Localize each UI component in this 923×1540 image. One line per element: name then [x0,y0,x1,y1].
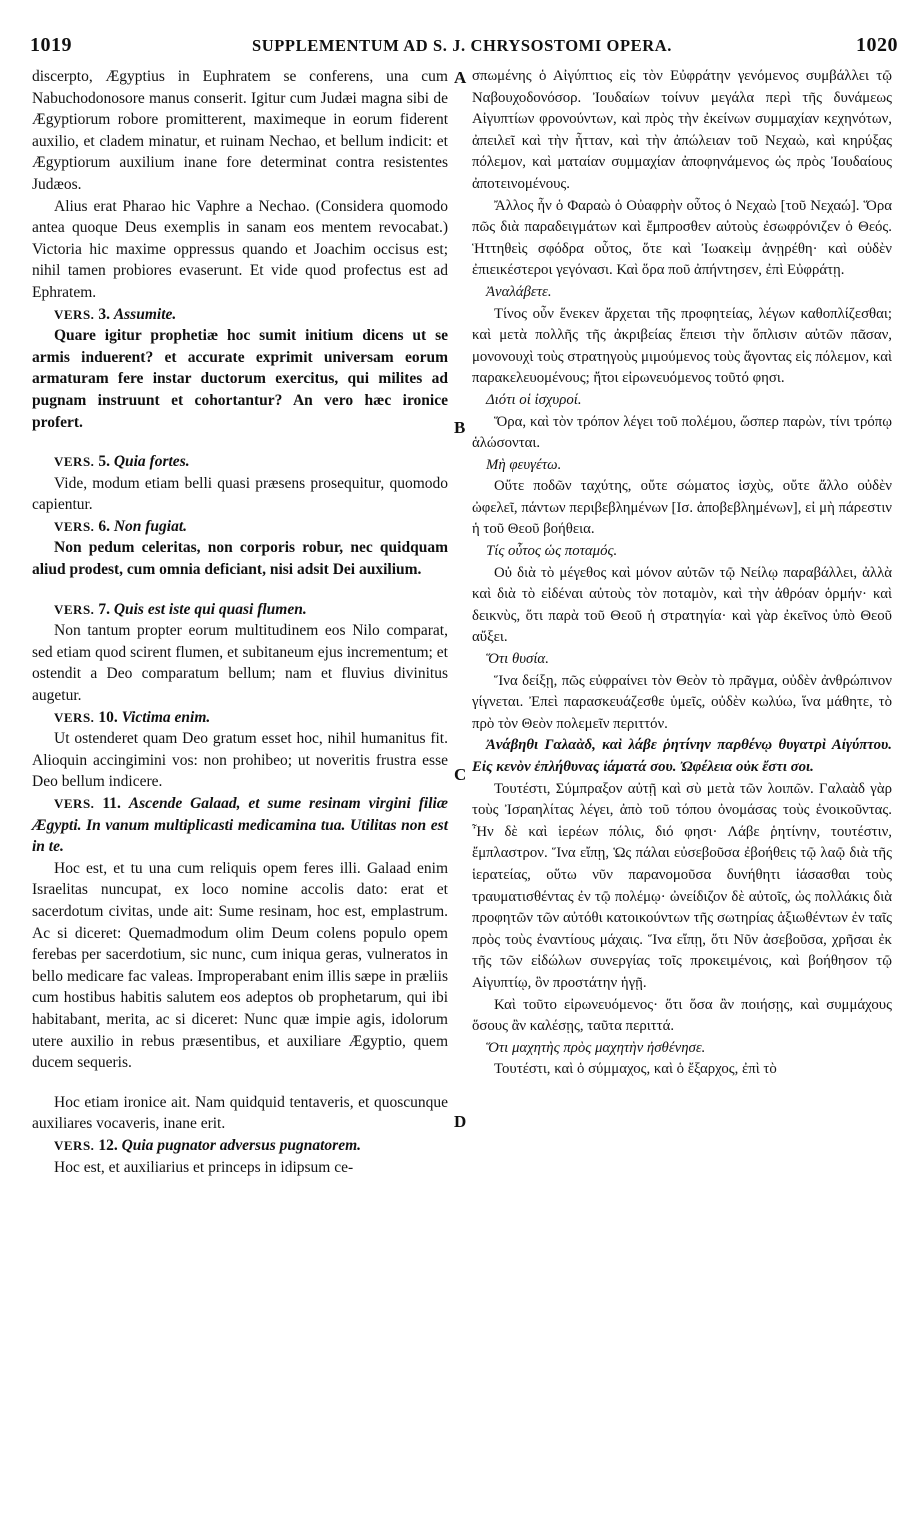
verse-number: 5. [98,453,110,471]
greek-lemma: Διότι οἱ ἰσχυροί. [486,391,582,408]
latin-paragraph: Hoc est, et tu una cum reliquis opem feres illi. Galaad enim Israelitas nuncupat, ex loco nomine accolis dato: erat et sacerdotum civitas, unde ait: Sume resinam, hoc est, emplastrum. Ac si diceret: Quemadmodum olim Deum colens populo opem ferebas per sacerdotium, sic nunc, cum iniqua geras, vulneratos in bello medicare fac valeas. Improperabant enim illis sæpe in præliis cum hostibus habitis salutem eos adeptos ob prophetarum, qui ibi habitabant, merita, ac si diceret: Nunc quæ impie agis, idolorum utere auxilio in rebus præsentibus, et auxiliare Ægyptio, quem ducem sequeris. [32,859,448,1072]
section-marker-c: C [454,765,467,784]
greek-paragraph: Τουτέστι, Σύμπραξον αὐτῇ καὶ σὺ μετὰ τῶν λοιπῶν. Γαλαὰδ γὰρ τοὺς Ἰσραηλίτας λέγει, ἀπὸ τοῦ τόπου ὀνομάσας τοὺς ἐνοικοῦντας. Ἦν δὲ καὶ ἱερέων πόλις, διό φησι· Λάβε ῥητίνην, τουτέστιν, ἔμπλαστρον. Ἵνα εἴπῃ, Ὡς πάλαι εὐσεβοῦσα ἐβοήθεις τῷ λαῷ διὰ τῆς ἱερατείας, οὕτω νῦν παρανομοῦσα δυνήθητι ἰάσασθαι τοὺς τραυματισθέντας ἐν τῷ πολέμῳ· ὠνείδιζον δὲ αὐτοῖς, ὡς πολλάκις διὰ προφητῶν τῶν αὐτόθι κατοικούντων τῆς σωτηρίας ἀξιωθέντων ἐν ταῖς πρὸς τοὺς ἐναντίους μάχαις. Ἵνα εἴπῃ, ὅτι Νῦν ἀσεβοῦσα, χρῆσαι ἐκ τῆς τῶν εἰδώλων συνεργίας τοῖς προκειμένοις, καὶ βοήθησον τῷ Αἰγυπτίῳ, ὃν προστάτην ἡγῇ. [472,780,892,991]
verse-number: 10. [98,708,118,726]
verse-heading [32,304,448,326]
verse-text: Non fugiat. [113,517,188,535]
greek-column [472,66,892,1081]
greek-lemma: Ὅτι θυσία. [486,651,549,668]
verse-label: VERS. [54,601,95,617]
verse-label: VERS. [54,1137,95,1153]
greek-lemma: Ἀναλάβετε. [486,283,552,300]
greek-paragraph: Τίνος οὖν ἕνεκεν ἄρχεται τῆς προφητείας, λέγων καθοπλίζεσθαι; καὶ μετὰ πολλῆς τῆς ἀκριβείας ἔπεισι τὴν ὅπλισιν αὐτῶν πᾶσαν, μονονουχὶ τοὺς στρατηγοὺς μιμούμενος τοὺς ἄγοντας εἰς πόλεμον, καὶ παρακελευομένους; ἤτοι εἰρωνευόμενος τοῦτό φησι. [472,305,892,387]
verse-text: Ascende Galaad, et sume resinam virgini filiæ Ægypti. In vanum multiplicasti medicamina tua. Utilitas non est in te. [32,795,449,856]
greek-lemma: Ἀνάβηθι Γαλαὰδ, καὶ λάβε ῥητίνην παρθένῳ θυγατρὶ Αἰγύπτου. Εἰς κενὸν ἐπλήθυνας ἰάματά σου. Ὠφέλεια οὐκ ἔστι σοι. [472,737,892,775]
section-marker-a: A [454,68,467,87]
verse-label: VERS. [54,796,95,811]
verse-text: Quia fortes. [113,453,190,471]
verse-number: 11. [102,795,121,812]
page-header [22,34,902,60]
verse-number: 12. [98,1136,118,1154]
verse-label: VERS. [54,709,95,725]
latin-paragraph: Ut ostenderet quam Deo gratum esset hoc, nihil humanitus fit. Alioquin accingimini vos: non prohibeo; ut noveritis frustra esse Deo bellum indicere. [32,730,448,791]
greek-paragraph: Καὶ τοῦτο εἰρωνευόμενος· ὅτι ὅσα ἂν ποιήσῃς, καὶ συμμάχους ὅσους ἂν καλέσῃς, ταῦτα περιττά. [472,996,892,1035]
verse-heading [32,516,448,538]
greek-lemma: Μὴ φευγέτω. [486,456,562,473]
latin-paragraph: Hoc est, et auxiliarius et princeps in idipsum ce- [54,1158,354,1176]
verse-text: Quia pugnator adversus pugnatorem. [121,1136,362,1154]
greek-paragraph: Οὐ διὰ τὸ μέγεθος καὶ μόνον αὐτῶν τῷ Νείλῳ παραβάλλει, ἀλλὰ καὶ διὰ τὸ εἰδέναι αὐτοὺς τὸν ποταμὸν, καὶ τὴν ἀθρόαν ὁρμήν· καὶ δεικνὺς, ὅτι παρὰ τοῦ Θεοῦ ἡ στρατηγία· καὶ γὰρ ἐκεῖνος ὑπὸ Θεοῦ αὔξει. [472,564,892,646]
verse-number: 6. [98,517,110,535]
verse-heading [32,1135,448,1157]
verse-label: VERS. [54,306,95,322]
page-number-right: 1020 [856,34,898,56]
verse-heading [32,793,448,858]
verse-text: Quis est iste qui quasi flumen. [113,600,307,618]
latin-paragraph: Quare igitur prophetiæ hoc sumit initium dicens ut se armis induerent? et accurate exprimit universam eorum armaturam fere instar ductorum exercitus, qui milites ad pugnam instruunt et cohortantur? An vero hæc ironice profert. [32,327,448,431]
greek-paragraph: Ὅρα, καὶ τὸν τρόπον λέγει τοῦ πολέμου, ὥσπερ παρὼν, τίνι τρόπῳ ἁλώσονται. [472,413,892,452]
greek-paragraph: σπωμένης ὁ Αἰγύπτιος εἰς τὸν Εὐφράτην γενόμενος συμβάλλει τῷ Ναβουχοδονόσορ. Ἰουδαίων τοίνυν μεγάλα περὶ τῆς δυνάμεως Αἰγυπτίων φρονούντων, καὶ πρὸς τὴν ἐκείνων συμμαχίαν κεχηνότων, ἀπειλεῖ καὶ τὴν ἧτταν, καὶ τὴν ἀπώλειαν τοῦ Νεχαὼ, καὶ κηρύξας πόλεμον, καὶ ματαίαν συμμαχίαν ἀποφηνάμενος ὡς πρὸς Ἰουδαίους ἀποτεινομένους. [472,68,892,192]
greek-paragraph: Τουτέστι, καὶ ὁ σύμμαχος, καὶ ὁ ἔξαρχος, ἐπὶ τὸ [494,1061,777,1078]
section-marker-b: B [454,418,466,437]
verse-heading [32,599,448,621]
verse-label: VERS. [54,518,95,534]
greek-lemma: Τίς οὗτος ὡς ποταμός. [486,543,618,560]
greek-paragraph: Οὔτε ποδῶν ταχύτης, οὔτε σώματος ἰσχὺς, οὔτε ἄλλο οὐδὲν ὠφελεῖ, πάντων περιβεβλημένων [Ισ. ἀποβεβλημένων], εἰ μὴ πάρεστιν ἡ τοῦ Θεοῦ βοήθεια. [472,478,892,538]
section-marker-d: D [454,1112,467,1131]
latin-paragraph: Non tantum propter eorum multitudinem eos Nilo comparat, sed etiam quod scirent flumen, et subitaneum ejus incrementum; et ostendit a Deo comparatum bellum; nam et fluvius divinitus augetur. [32,622,448,705]
greek-paragraph: Ἵνα δείξῃ, πῶς εὐφραίνει τὸν Θεὸν τὸ πρᾶγμα, οὐδὲν ἀνθρώπινον γίγνεται. Ἐπεὶ παρασκευάζεσθε ὑμεῖς, οὐδὲν κωλύω, ἵνα μάθητε, τὸ πρὸ τὸν Θεὸν πολεμεῖν περιττόν. [472,672,892,732]
verse-heading [32,707,448,729]
running-title: SUPPLEMENTUM AD S. J. CHRYSOSTOMI OPERA. [251,36,673,55]
page-number-left: 1019 [30,34,72,56]
latin-paragraph: discerpto, Ægyptius in Euphratem se conferens, una cum Nabuchodonosore manus conserit. Igitur cum Judæi magna sibi de Ægyptiorum robore promitterent, maximeque in eorum fiderent auxilio, et cladem minatur, et ruinam Nechao, et bellum indicit: et Ægyptiorum auxilium inane fore determinat contra resistentes Judæos. [32,68,448,193]
verse-text: Assumite. [113,305,177,323]
verse-text: Victima enim. [121,708,211,726]
greek-paragraph: Ἄλλος ἦν ὁ Φαραὼ ὁ Οὐαφρὴν οὗτος ὁ Νεχαὼ [τοῦ Νεχαώ]. Ὅρα πῶς διὰ παραδειγμάτων καὶ ἔμπροσθεν αὐτοὺς ἐσωφρόνιζεν ὁ Θεός. Ἡττηθεὶς σφόδρα οὗτος, ὅτε καὶ Ἰωακεὶμ ἀνῃρέθη· καὶ οὐδὲν ἐπιεικέστεροι γεγόνασι. Καὶ ὅρα ποῦ ἀπήντησεν, ἐπὶ Εὐφράτῃ. [472,197,892,279]
verse-heading [32,451,448,473]
latin-paragraph: Vide, modum etiam belli quasi præsens prosequitur, quomodo capientur. [32,474,448,514]
latin-paragraph: Non pedum celeritas, non corporis robur, nec quidquam aliud prodest, cum omnia deficiant, nisi adsit Dei auxilium. [32,539,448,579]
latin-paragraph: Hoc etiam ironice ait. Nam quidquid tentaveris, et quoscunque auxiliares vocaveris, inane erit. [32,1093,448,1133]
greek-lemma: Ὅτι μαχητὴς πρὸς μαχητὴν ἠσθένησε. [486,1039,706,1056]
latin-column [32,66,448,1178]
verse-label: VERS. [54,454,95,470]
latin-paragraph: Alius erat Pharao hic Vaphre a Nechao. (Considera quomodo antea quoque Deus exemplis in sanam eos mentem revocabat.) Victoria hic maxime oppressus quando et Joachim occisus est; nihil tamen probiores evaserunt. Et vide quod profectus est ad Ephratem. [32,197,448,301]
verse-number: 7. [98,600,110,618]
verse-number: 3. [98,305,110,323]
